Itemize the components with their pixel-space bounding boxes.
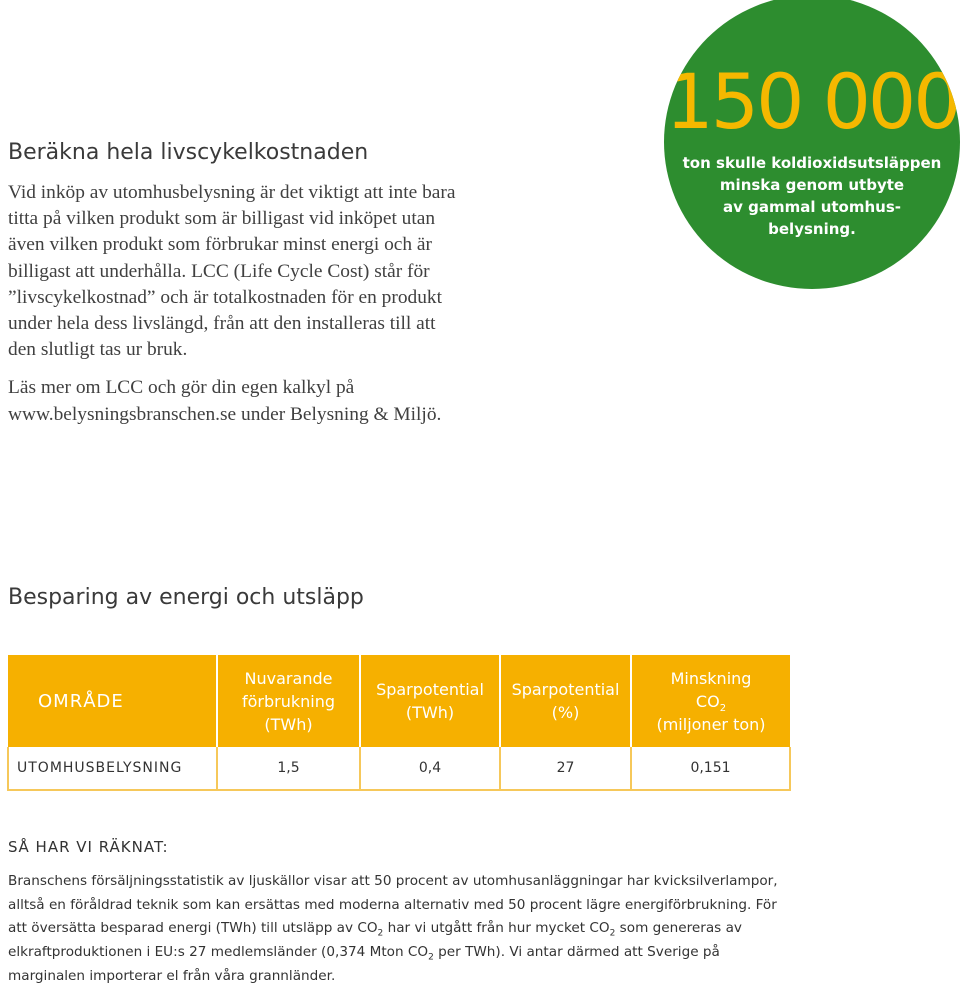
header-subscript: 2 (719, 702, 727, 714)
table-row (8, 747, 790, 790)
callout-line: minska genom utbyte (719, 176, 905, 194)
callout-text (664, 152, 960, 240)
header-text: (TWh) (264, 714, 313, 734)
header-text: Nuvarande (244, 668, 333, 688)
header-text: (%) (551, 703, 580, 722)
method-text-part: som genereras av elkraftproduktionen i EU:s 27 medlemsländer (0,374 Mton CO (8, 920, 742, 961)
method-text-part: Branschens försäljningsstatistik av ljuskällor visar att 50 procent av utomhusanläggningar har kvicksilverlampor, alltså en föråldrad teknik som kan ersättas med moderna alternativ med 50 procent lägre energiförbrukning. För att översätta besparad energi (TWh) till utsläpp av CO (8, 873, 778, 937)
method-text (8, 870, 798, 989)
header-current-consumption (217, 655, 360, 747)
lcc-body (8, 180, 458, 440)
callout-number: 150 000 (665, 57, 959, 146)
subscript: 2 (609, 929, 616, 940)
cell-saving-twh: 0,4 (360, 747, 500, 790)
co2-callout-circle (664, 0, 960, 289)
header-text: förbrukning (241, 691, 336, 711)
header-area: OMRÅDE (8, 655, 217, 747)
callout-line: av gammal utomhus- (722, 198, 902, 216)
header-text: Sparpotential (511, 680, 620, 699)
savings-table (7, 655, 791, 791)
subscript: 2 (377, 929, 384, 940)
cell-saving-percent: 27 (500, 747, 631, 790)
table-header-row (8, 655, 790, 747)
header-text: Sparpotential (376, 680, 484, 699)
subscript: 2 (428, 952, 434, 963)
header-text: Minskning (670, 668, 752, 688)
callout-line: ton skulle koldioxidsutsläppen (682, 154, 942, 172)
method-heading: SÅ HAR VI RÄKNAT: (8, 838, 169, 856)
header-saving-percent (500, 655, 631, 747)
method-text-part: har vi utgått från hur mycket CO (383, 920, 610, 937)
savings-heading: Besparing av energi och utsläpp (8, 585, 364, 610)
header-co2-reduction (631, 655, 790, 747)
cell-co2: 0,151 (631, 747, 790, 790)
lcc-heading: Beräkna hela livscykelkostnaden (8, 140, 369, 165)
cell-area: UTOMHUSBELYSNING (8, 747, 217, 790)
callout-line: belysning. (768, 220, 856, 238)
cell-current: 1,5 (217, 747, 360, 790)
lcc-paragraph: Vid inköp av utomhusbelysning är det viktigt att inte bara titta på vilken produkt som är billigast vid inköpet utan även vilken produkt som förbrukar minst energi och är billigast att underhålla. LCC (Life Cycle Cost) står för ”livscykelkostnad” och är totalkostnaden för en produkt under hela dess livslängd, från att den installeras till att den slutligt tas ur bruk. (8, 182, 456, 361)
header-text: CO (695, 691, 720, 711)
header-saving-twh (360, 655, 500, 747)
header-text: (TWh) (405, 703, 455, 722)
method-text-part: per TWh). Vi antar därmed att Sverige på marginalen importerar el från våra grannländer. (8, 944, 720, 984)
lcc-readmore-paragraph: Läs mer om LCC och gör din egen kalkyl på www.belysningsbranschen.se under Belysning & Miljö. (8, 377, 442, 425)
header-text: (miljoner ton) (656, 714, 766, 734)
